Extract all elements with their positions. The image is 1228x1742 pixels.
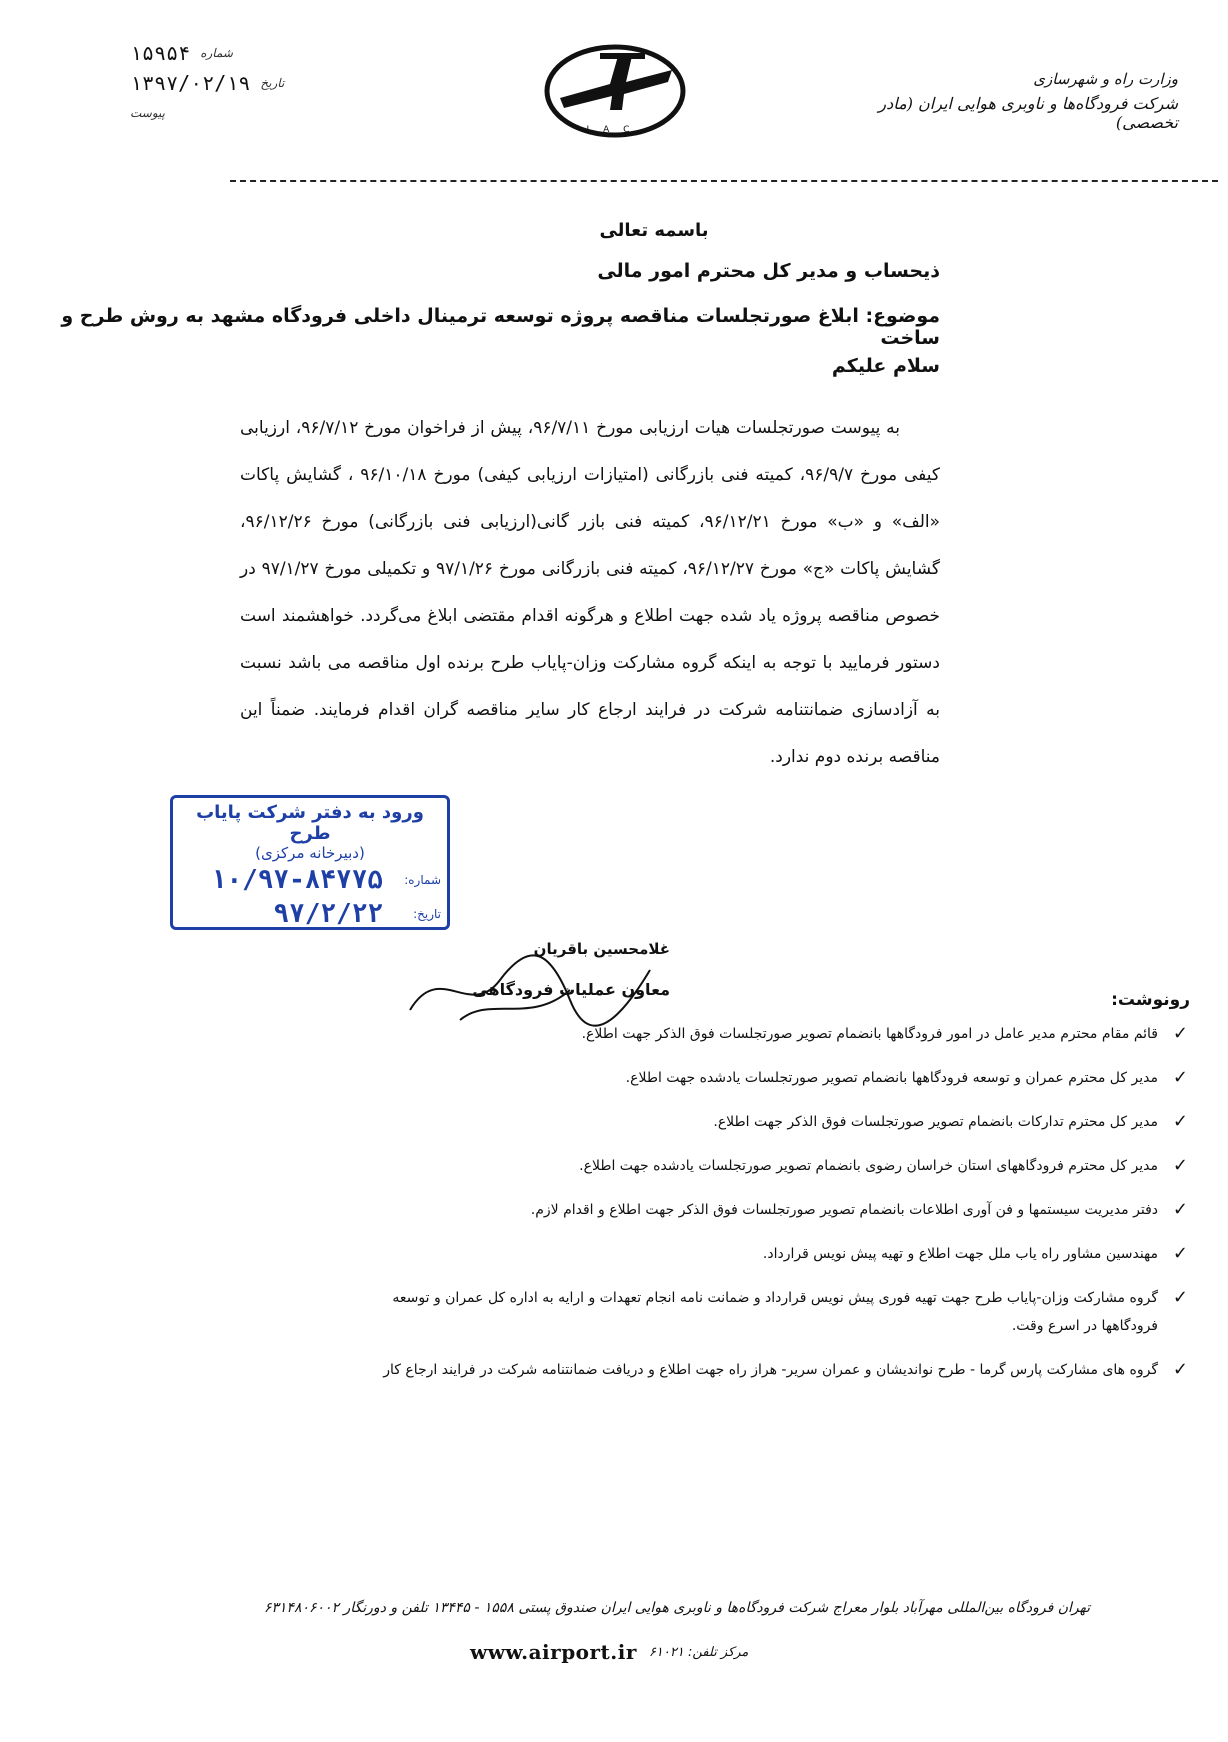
footer-address: تهران فرودگاه بین‌المللی مهرآباد بلوار معراج شرکت فرودگاه‌ها و ناوبری هوایی ایران صندوق پستی ۱۵۵۸ - ۱۳۴۴۵ تلفن و دورنگار ۶۳۱۴۸۰۶۰۰۲ (263, 1600, 1090, 1616)
checkmark-icon: ✓ (1172, 1243, 1188, 1264)
stamp-subtitle: (دبیرخانه مرکزی) (255, 844, 365, 862)
letter-meta (130, 38, 320, 128)
letterhead (818, 70, 1178, 132)
list-item (348, 1356, 1188, 1384)
letter-number-value: ۱۵۹۵۴ (130, 41, 191, 65)
subject-line: موضوع: ابلاغ صورتجلسات مناقصه پروژه توسعه ترمینال داخلی فرودگاه مشهد به روش طرح و ساخت (61, 305, 940, 349)
checkmark-icon: ✓ (1172, 1111, 1188, 1132)
letter-number-label: شماره (200, 46, 233, 60)
list-item (348, 1020, 1188, 1048)
greeting: سلام علیکم (831, 355, 940, 377)
ministry-name: وزارت راه و شهرسازی (1033, 70, 1178, 88)
stamp-date-value: ۹۷/۲/۲۲ (273, 899, 383, 929)
list-item (348, 1284, 1188, 1340)
website-link[interactable]: www.airport.ir (470, 1640, 637, 1664)
letter-attachment-label: پیوست (130, 106, 165, 120)
list-item (348, 1108, 1188, 1136)
signatory-name: غلامحسین باقریان (533, 940, 670, 958)
letter-date-label: تاریخ (260, 76, 285, 90)
center-phone: مرکز تلفن: ۶۱۰۲۱ (648, 1644, 749, 1660)
copy-recipient-text: دفتر مدیریت سیستمها و فن آوری اطلاعات بانضمام تصویر صورتجلسات فوق الذکر جهت اطلاع و اقدام لازم. (530, 1202, 1158, 1218)
invocation: باسمه تعالی (599, 220, 709, 241)
recipient: ذیحساب و مدیر کل محترم امور مالی (597, 260, 940, 282)
copies-list (348, 1020, 1188, 1400)
checkmark-icon: ✓ (1172, 1199, 1188, 1220)
copy-recipient-text: مدیر کل محترم فرودگاههای استان خراسان رضوی بانضمام تصویر صورتجلسات یادشده جهت اطلاع. (579, 1158, 1158, 1174)
letter-body-paragraph: به پیوست صورتجلسات هیات ارزیابی مورخ ۹۶/۷/۱۱، پیش از فراخوان مورخ ۹۶/۷/۱۲، ارزیابی کیفی مورخ ۹۶/۹/۷، کمیته فنی بازرگانی (امتیازات ارزیابی کیفی) مورخ ۹۶/۱۰/۱۸ ، گشایش پاکات «الف» و «ب» مورخ ۹۶/۱۲/۲۱، کمیته فنی بازر گانی(ارزیابی فنی بازرگانی) مورخ ۹۶/۱۲/۲۶، گشایش پاکات «ج» مورخ ۹۶/۱۲/۲۷، کمیته فنی بازرگانی مورخ ۹۷/۱/۲۶ و تکمیلی مورخ ۹۷/۱/۲۷ در خصوص مناقصه پروژه یاد شده جهت اطلاع و هرگونه اقدام مقتضی ابلاغ می‌گردد. خواهشمند است دستور فرمایید با توجه به اینکه گروه مشارکت وزان-پایاب طرح برنده اول مناقصه می باشد نسبت به آزادسازی ضمانتنامه شرکت در فرایند ارجاع کار سایر مناقصه گران اقدام فرمایند. ضمناً این مناقصه برنده دوم ندارد. (240, 418, 940, 767)
list-item (348, 1152, 1188, 1180)
checkmark-icon: ✓ (1172, 1067, 1188, 1088)
stamp-date-row (173, 898, 447, 930)
stamp-number-row (173, 864, 447, 896)
stamp-number-label: شماره: (404, 873, 441, 887)
copy-recipient-text: قائم مقام محترم مدیر عامل در امور فرودگاهها بانضمام تصویر صورتجلسات فوق الذکر جهت اطلاع. (581, 1026, 1158, 1042)
list-item (348, 1196, 1188, 1224)
copy-recipient-text: مدیر کل محترم عمران و توسعه فرودگاهها بانضمام تصویر صورتجلسات یادشده جهت اطلاع. (625, 1070, 1158, 1086)
letter-attachment-row (130, 98, 320, 128)
stamp-number-value: ۱۰/۹۷-۸۴۷۷۵ (210, 865, 383, 895)
list-item (348, 1240, 1188, 1268)
checkmark-icon: ✓ (1172, 1359, 1188, 1380)
copies-heading: رونوشت: (1111, 990, 1190, 1010)
checkmark-icon: ✓ (1172, 1155, 1188, 1176)
copy-recipient-text: مدیر کل محترم تدارکات بانضمام تصویر صورتجلسات فوق الذکر جهت اطلاع. (713, 1114, 1158, 1130)
header-divider (230, 180, 1218, 182)
copy-recipient-text: گروه های مشارکت پارس گرما - طرح نواندیشان و عمران سریر- هراز راه جهت اطلاع و دریافت ضمانتنامه شرکت در فرایند ارجاع کار (383, 1362, 1158, 1378)
stamp-date-label: تاریخ: (413, 907, 441, 921)
footer-contact (470, 1640, 890, 1664)
signatory-title: معاون عملیات فرودگاهی (472, 980, 670, 999)
company-name: شرکت فرودگاه‌ها و ناوبری هوایی ایران (مادر تخصصی) (878, 94, 1178, 132)
checkmark-icon: ✓ (1172, 1287, 1188, 1308)
list-item (348, 1064, 1188, 1092)
receipt-stamp (170, 795, 450, 930)
stamp-title: ورود به دفتر شرکت پایاب طرح (196, 802, 424, 844)
copy-recipient-text: مهندسین مشاور راه یاب ملل جهت اطلاع و تهیه پیش نویس قرارداد. (762, 1246, 1158, 1262)
signature-block (380, 940, 680, 1030)
checkmark-icon: ✓ (1172, 1023, 1188, 1044)
airport-company-logo-icon (540, 36, 690, 146)
logo-lettering: IAC (586, 125, 644, 135)
copy-recipient-text: گروه مشارکت وزان-پایاب طرح جهت تهیه فوری پیش نویس قرارداد و ضمانت نامه انجام تعهدات و ارایه به اداره کل عمران و توسعه فرودگاهها در اسرع وقت. (392, 1290, 1158, 1334)
letter-date-value: ۱۳۹۷/۰۲/۱۹ (130, 71, 251, 95)
letter-date-row (130, 68, 320, 98)
letter-number-row (130, 38, 320, 68)
letter-body (240, 405, 940, 781)
